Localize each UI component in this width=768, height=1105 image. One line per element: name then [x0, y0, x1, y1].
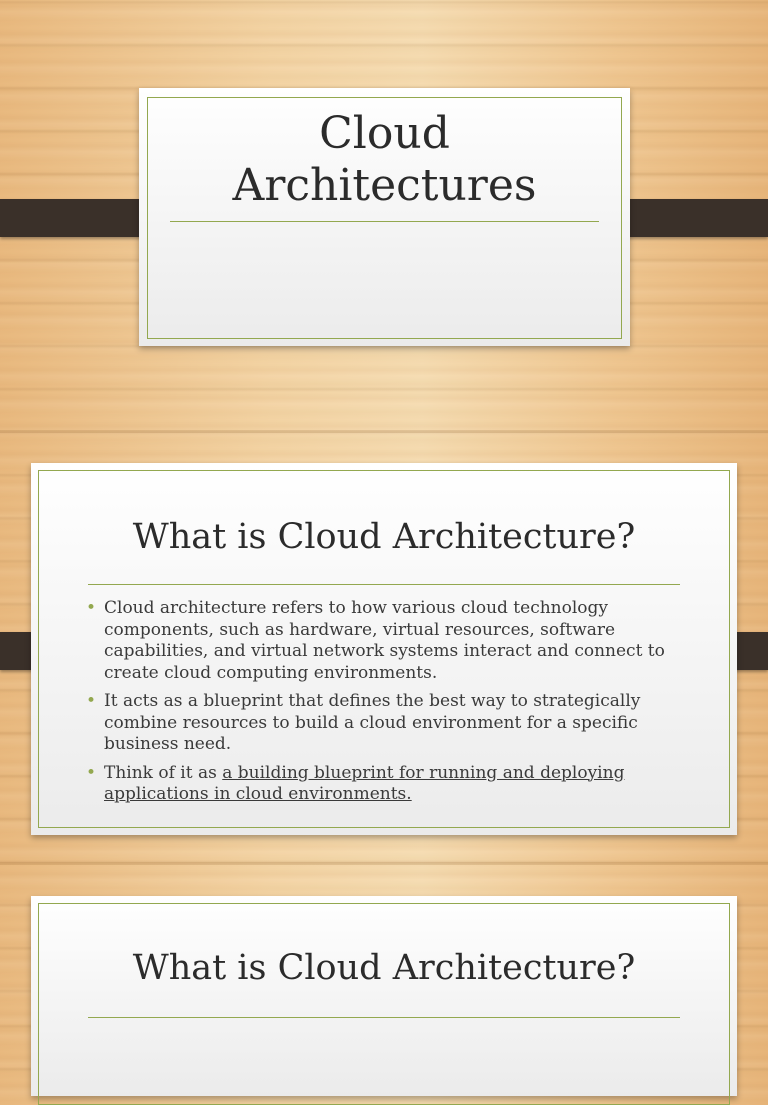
bullet-item [86, 763, 686, 806]
plank-seam [0, 430, 768, 433]
slide-heading: What is Cloud Architecture? [132, 517, 636, 557]
bullet-item [86, 598, 686, 684]
content-slide [31, 463, 737, 835]
slide-title-line: Architectures [232, 160, 537, 211]
slide-title-line: Cloud [319, 108, 450, 159]
bullet-icon: • [86, 598, 97, 618]
bullet-link[interactable]: a building blueprint for running and deploying applications in cloud environments. [104, 762, 625, 804]
title-slide [139, 88, 630, 346]
slide-strap-right [612, 199, 768, 237]
bullet-text: It acts as a blueprint that defines the best way to strategically combine resources to build a cloud environment for a specific business need. [104, 691, 641, 754]
bullet-list [86, 598, 686, 813]
plank-seam [0, 862, 768, 865]
bullet-item [86, 691, 686, 756]
bullet-icon: • [86, 691, 97, 711]
heading-divider [88, 1017, 680, 1018]
slide-border [38, 903, 730, 1105]
slide-strap-left [0, 199, 156, 237]
slide-heading: What is Cloud Architecture? [132, 948, 636, 988]
slide-title [139, 108, 630, 212]
bullet-text: Think of it as [104, 762, 223, 783]
bullet-icon: • [86, 762, 97, 783]
bullet-text: Cloud architecture refers to how various cloud technology components, such as hardware, virtual resources, software capabilities, and virtual network systems interact and connect to create cloud computing environments. [104, 598, 665, 683]
content-slide [31, 896, 737, 1096]
title-divider [170, 221, 599, 222]
heading-divider [88, 584, 680, 585]
